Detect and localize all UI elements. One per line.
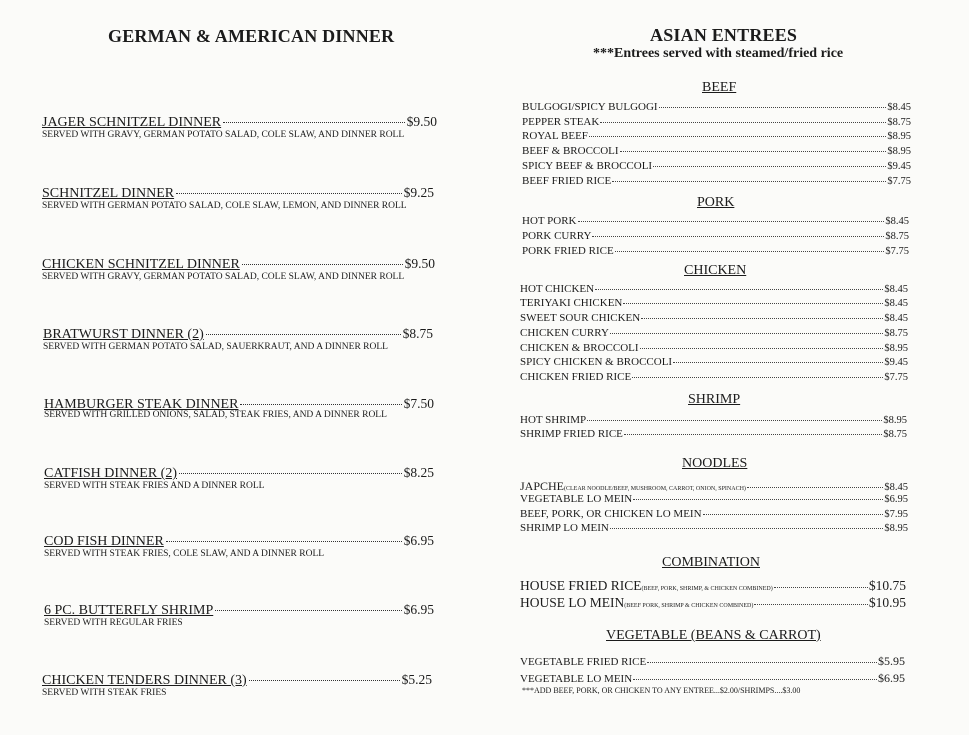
item-name: SPICY BEEF & BROCCOLI	[522, 160, 653, 172]
menu-item	[520, 595, 906, 611]
section-heading-pork: PORK	[697, 195, 735, 210]
german-american-title: GERMAN & AMERICAN DINNER	[108, 26, 395, 46]
item-price: $8.25	[403, 465, 434, 480]
item-price: $10.75	[868, 578, 906, 593]
item-price: $7.75	[885, 246, 909, 257]
item-name: SPICY CHICKEN & BROCCOLI	[520, 356, 673, 368]
menu-item	[520, 312, 908, 324]
item-name: CHICKEN SCHNITZEL DINNER	[42, 257, 240, 272]
item-name: CHICKEN & BROCCOLI	[520, 342, 639, 354]
section-heading-beef: BEEF	[702, 80, 737, 95]
menu-item	[520, 493, 908, 505]
item-price: $6.95	[878, 671, 905, 685]
menu-item	[44, 465, 434, 482]
item-price: $10.95	[868, 595, 906, 610]
section-heading-noodles: NOODLES	[682, 456, 748, 471]
menu-item	[520, 327, 908, 339]
item-price: $7.75	[884, 372, 908, 383]
item-price: $7.95	[884, 509, 908, 520]
item-name: JAPCHE	[520, 479, 565, 493]
section-heading-combination: COMBINATION	[662, 555, 760, 570]
item-price: $7.50	[403, 396, 434, 411]
item-price: $9.45	[887, 161, 911, 172]
item-price: $6.95	[403, 602, 434, 617]
item-price: $8.95	[887, 131, 911, 142]
item-price: $6.95	[403, 533, 434, 548]
menu-item	[520, 342, 908, 354]
menu-item	[44, 533, 434, 550]
menu-item	[522, 160, 911, 172]
item-name: BEEF, PORK, OR CHICKEN LO MEIN	[520, 508, 702, 520]
menu-item	[520, 414, 907, 426]
item-name: ROYAL BEEF	[522, 130, 588, 142]
item-price: $8.45	[887, 102, 911, 113]
item-description: SERVED WITH STEAK FRIES	[42, 688, 167, 698]
menu-item	[520, 479, 908, 494]
item-name: CHICKEN FRIED RICE	[520, 371, 632, 383]
item-name: VEGETABLE LO MEIN	[520, 673, 633, 685]
item-name: HOT SHRIMP	[520, 414, 587, 426]
menu-item	[42, 185, 434, 202]
item-price: $8.75	[402, 326, 433, 341]
item-note: (CLEAR NOODLE/BEEF, MUSHROOM, CARROT, ONION, SPINACH)	[564, 486, 746, 492]
menu-item	[522, 116, 911, 128]
item-price: $9.25	[403, 185, 434, 200]
item-name: SWEET SOUR CHICKEN	[520, 312, 641, 324]
item-price: $8.45	[885, 216, 909, 227]
item-price: $8.45	[884, 298, 908, 309]
section-heading-vegetable: VEGETABLE (BEANS & CARROT)	[606, 628, 821, 643]
menu-item	[42, 256, 435, 273]
item-price: $8.75	[885, 231, 909, 242]
item-name: HOT PORK	[522, 215, 577, 227]
item-name: HOT CHICKEN	[520, 283, 595, 295]
item-price: $7.75	[887, 176, 911, 187]
item-price: $8.95	[887, 146, 911, 157]
item-description: SERVED WITH STEAK FRIES, COLE SLAW, AND A DINNER ROLL	[44, 549, 325, 559]
item-name: CATFISH DINNER (2)	[44, 466, 177, 481]
item-name: PORK FRIED RICE	[522, 245, 614, 257]
item-name: JAGER SCHNITZEL DINNER	[42, 115, 222, 130]
item-price: $8.95	[884, 343, 908, 354]
asian-entrees-subtitle: ***Entrees served with steamed/fried rice	[593, 46, 844, 61]
menu-item	[520, 508, 908, 520]
menu-item	[43, 326, 433, 343]
menu-item	[520, 371, 908, 383]
item-price: $9.50	[406, 114, 437, 129]
item-description: SERVED WITH GRAVY, GERMAN POTATO SALAD, COLE SLAW, AND DINNER ROLL	[42, 130, 405, 140]
item-name: VEGETABLE FRIED RICE	[520, 656, 647, 668]
item-price: $8.75	[884, 328, 908, 339]
item-name: HOUSE LO MEIN	[520, 595, 625, 610]
item-name: SCHNITZEL DINNER	[42, 186, 175, 201]
item-name: CHICKEN TENDERS DINNER (3)	[42, 673, 247, 688]
menu-item	[520, 283, 908, 295]
menu-item	[522, 101, 911, 113]
menu-item	[520, 578, 906, 594]
item-price: $8.95	[883, 415, 907, 426]
item-name: HAMBURGER STEAK DINNER	[44, 397, 239, 412]
menu-item	[522, 215, 909, 227]
menu-item	[520, 671, 905, 686]
item-description: SERVED WITH GERMAN POTATO SALAD, SAUERKRAUT, AND A DINNER ROLL	[43, 342, 388, 352]
item-note: (BEEF, PORK, SHRIMP, & CHICKEN COMBINED)	[641, 586, 773, 592]
item-name: BULGOGI/SPICY BULGOGI	[522, 101, 658, 113]
item-price: $5.95	[878, 654, 905, 668]
menu-item	[520, 428, 907, 440]
item-name: COD FISH DINNER	[44, 534, 164, 549]
item-price: $8.45	[884, 284, 908, 295]
item-note: (BEEF PORK, SHRIMP & CHICKEN COMBINED)	[624, 603, 754, 609]
item-price: $9.45	[884, 357, 908, 368]
menu-item	[520, 356, 908, 368]
item-name: PORK CURRY	[522, 230, 592, 242]
item-description: SERVED WITH GRAVY, GERMAN POTATO SALAD, COLE SLAW, AND DINNER ROLL	[42, 272, 405, 282]
menu-item	[522, 175, 911, 187]
asian-entrees-title: ASIAN ENTREES	[650, 25, 798, 45]
item-name: TERIYAKI CHICKEN	[520, 297, 623, 309]
item-description: SERVED WITH REGULAR FRIES	[44, 618, 183, 628]
item-description: SERVED WITH STEAK FRIES AND A DINNER ROLL	[44, 481, 265, 491]
item-price: $9.50	[404, 256, 435, 271]
item-price: $8.95	[884, 523, 908, 534]
menu-item	[522, 245, 909, 257]
menu-item	[522, 230, 909, 242]
item-name: SHRIMP LO MEIN	[520, 522, 609, 534]
item-name: BRATWURST DINNER (2)	[43, 327, 204, 342]
item-price: $5.25	[401, 672, 432, 687]
item-name: PEPPER STEAK	[522, 116, 600, 128]
menu-item	[520, 654, 905, 669]
section-heading-shrimp: SHRIMP	[688, 392, 741, 407]
add-protein-footnote: ***ADD BEEF, PORK, OR CHICKEN TO ANY ENTREE...$2.00/SHRIMPS....$3.00	[522, 686, 801, 695]
item-name: CHICKEN CURRY	[520, 327, 609, 339]
item-name: 6 PC. BUTTERFLY SHRIMP	[44, 603, 214, 618]
item-price: $8.75	[883, 429, 907, 440]
menu-item	[42, 672, 432, 689]
item-name: BEEF & BROCCOLI	[522, 145, 619, 157]
menu-item	[44, 602, 434, 619]
item-description: SERVED WITH GERMAN POTATO SALAD, COLE SLAW, LEMON, AND DINNER ROLL	[42, 201, 407, 211]
item-name: BEEF FRIED RICE	[522, 175, 612, 187]
item-price: $6.95	[884, 494, 908, 505]
item-name: SHRIMP FRIED RICE	[520, 428, 623, 440]
menu-item	[520, 522, 908, 534]
item-description: SERVED WITH GRILLED ONIONS, SALAD, STEAK FRIES, AND A DINNER ROLL	[44, 410, 387, 420]
menu-item	[520, 297, 908, 309]
item-price: $8.75	[887, 117, 911, 128]
menu-item	[522, 145, 911, 157]
item-price: $8.45	[884, 313, 908, 324]
item-name: VEGETABLE LO MEIN	[520, 493, 633, 505]
section-heading-chicken: CHICKEN	[684, 263, 747, 278]
item-price: $8.45	[884, 482, 908, 493]
item-name: HOUSE FRIED RICE	[520, 578, 642, 593]
menu-item	[522, 130, 911, 142]
menu-item	[42, 114, 437, 131]
